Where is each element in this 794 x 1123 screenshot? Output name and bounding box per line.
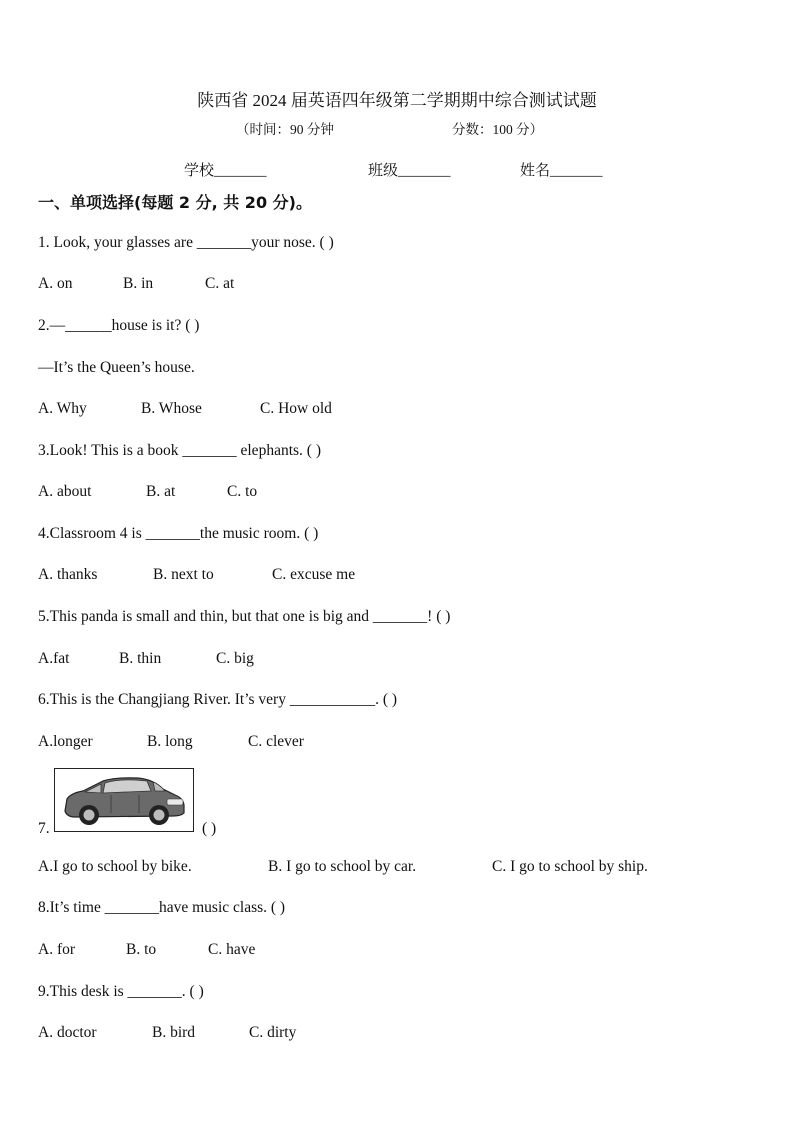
option-8b: B. to (126, 941, 157, 958)
school-field: 学校_______ (184, 163, 267, 179)
option-1c: C. at (205, 275, 235, 292)
option-8c: C. have (208, 941, 256, 958)
question-3: 3.Look! This is a book _______ elephants. ( ) (38, 442, 321, 459)
question-9: 9.This desk is _______. ( ) (38, 983, 204, 1000)
option-9a: A. doctor (38, 1024, 97, 1041)
section-title: 一、单项选择(每题 2 分, 共 20 分)。 (38, 193, 312, 212)
exam-time: （时间：90 分钟 (236, 122, 334, 137)
option-8a: A. for (38, 941, 76, 958)
option-6b: B. long (147, 733, 193, 750)
option-2c: C. How old (260, 400, 332, 417)
exam-score: 分数：100 分） (452, 122, 544, 137)
car-icon (55, 769, 193, 831)
option-4c: C. excuse me (272, 566, 356, 583)
question-7-number: 7. (38, 820, 50, 837)
class-field: 班级_______ (368, 163, 451, 179)
question-7-blank: ( ) (202, 820, 217, 837)
option-5b: B. thin (119, 650, 162, 667)
option-7c: C. I go to school by ship. (492, 858, 648, 875)
option-3b: B. at (146, 483, 176, 500)
question-1: 1. Look, your glasses are _______your nose. ( ) (38, 234, 334, 251)
option-4b: B. next to (153, 566, 214, 583)
option-9b: B. bird (152, 1024, 196, 1041)
option-7b: B. I go to school by car. (268, 858, 417, 875)
option-9c: C. dirty (249, 1024, 297, 1041)
option-2b: B. Whose (141, 400, 202, 417)
option-7a: A.I go to school by bike. (38, 858, 192, 875)
car-image (54, 768, 194, 832)
question-5: 5.This panda is small and thin, but that one is big and _______! ( ) (38, 608, 451, 625)
question-2: 2.—______house is it? ( ) (38, 317, 200, 334)
option-6c: C. clever (248, 733, 304, 750)
option-4a: A. thanks (38, 566, 98, 583)
option-5a: A.fat (38, 650, 70, 667)
question-6: 6.This is the Changjiang River. It’s very ___________. ( ) (38, 691, 398, 708)
option-6a: A.longer (38, 733, 93, 750)
option-1b: B. in (123, 275, 154, 292)
option-5c: C. big (216, 650, 254, 667)
question-2-answer-line: —It’s the Queen’s house. (38, 359, 195, 376)
option-3a: A. about (38, 483, 92, 500)
option-1a: A. on (38, 275, 73, 292)
question-8: 8.It’s time _______have music class. ( ) (38, 899, 286, 916)
option-2a: A. Why (38, 400, 87, 417)
option-3c: C. to (227, 483, 258, 500)
name-field: 姓名_______ (520, 163, 603, 179)
page-title: 陕西省 2024 届英语四年级第二学期期中综合测试试题 (197, 91, 597, 110)
question-4: 4.Classroom 4 is _______the music room. ( ) (38, 525, 319, 542)
